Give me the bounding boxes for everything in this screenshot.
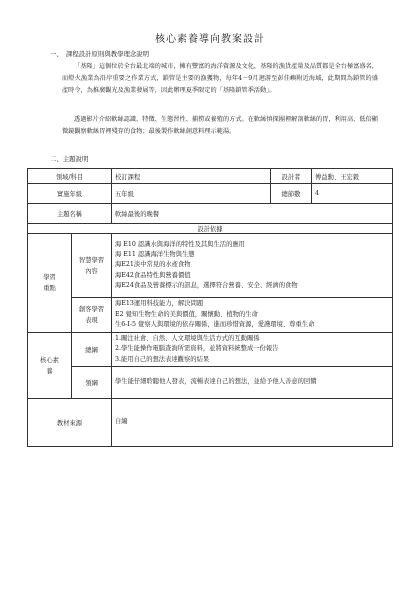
total-hours-label: 總節數 (271, 184, 312, 204)
section1-heading: 一、 課程設計原則與教學理念說明 (50, 50, 150, 58)
domain-guidelines-text: 學生能仔細聆聽他人發表，流暢表達自己的想法，並給予他人善意的回饋 (115, 378, 317, 386)
learning-performance-label-line2: 表現 (85, 317, 98, 324)
domain-label: 領域/科目 (28, 169, 112, 184)
domain-guidelines-cell (112, 367, 393, 399)
learning-content-line: 海 E11 認識海洋生物與生態 (115, 250, 195, 258)
section1-paragraph-1 (62, 61, 378, 115)
learning-performance-label (72, 298, 112, 333)
general-guidelines-label: 總綱 (72, 333, 112, 367)
core-competency-label-line2: 養 (46, 367, 53, 375)
grade-value: 五年級 (112, 184, 271, 204)
learning-content-label-line2: 內容 (85, 267, 98, 275)
section1-paragraph-2 (62, 114, 378, 144)
document-title: 核心素養導向教案設計 (155, 34, 265, 45)
learning-content-line: 海 E10 認識水與海洋的特性及其與生活的應用 (115, 240, 245, 248)
learning-performance-line: 海E13運用科技能力，解決問題 (115, 300, 204, 308)
learning-performance-label-line1: 創客學習 (78, 306, 105, 313)
section1-paragraph-2-text: 透過影片介紹軟絲認識、特徵、生態習性、捕撈或養殖的方式。在軟絲慎探團裡解剖軟絲的胃，利用高、低倍顯微鏡觀察軟絲胃裡殘存的食物；最後製作軟絲創意料理示範湯。 (62, 116, 378, 135)
general-guidelines-cell (112, 333, 393, 367)
theme-value: 軟絲最後的晚餐 (112, 204, 393, 224)
general-guidelines-line: 2.學生能操作電腦查詢所需資料，並將資料統整成一份報告 (115, 345, 279, 353)
design-basis-header: 設計依據 (28, 224, 393, 234)
learning-focus-label-line1: 學習 (43, 274, 56, 281)
domain-value: 校訂課程 (112, 169, 271, 184)
learning-focus-label-line2: 重點 (43, 285, 56, 292)
learning-performance-line: 生6-I-5 覺察人與環境的依存關係，進而珍惜資源，愛護環境、尊重生命 (115, 321, 315, 329)
learning-focus-label (28, 234, 72, 333)
core-competency-label-line1: 核心素 (40, 356, 59, 364)
learning-content-label-line1: 智慧學習 (78, 256, 105, 264)
material-source-label: 教材來源 (28, 399, 112, 447)
lesson-info-table (27, 168, 393, 447)
core-competency-label (28, 333, 72, 399)
learning-content-line: 海E42食品特性與營養價值 (115, 271, 191, 279)
learning-content-line: 海E21淡中常見的水產食物 (115, 261, 191, 269)
learning-content-line: 海E24食品及營養標示的訊息，選擇符合營養、安全、經濟的食物 (115, 282, 298, 290)
material-source-value (112, 399, 393, 447)
theme-label: 主題名稱 (28, 204, 112, 224)
learning-content-cell (112, 234, 393, 298)
learning-performance-line: E2 覺知生物生命的美與價值，關懷動、植物的生命 (115, 310, 258, 318)
section1-paragraph-1-text: 「基隆」這個位於全台最北端的城市，擁有豐富的海洋資源及文化，基隆的漁貨產量及品質都是全台極富盛名，而燈火漁業為沿岸重要之作業方式，鎖管是主要的漁獲物，每年4－9月迴游至彭佳嶼附近海域，此期間為鎖管的盛產時令，為推廣觀光及漁業發展等，因此辦理夏季限定的「基隆鎖管季活動」。 (62, 63, 378, 94)
learning-performance-cell (112, 298, 393, 333)
section2-heading: 二、主題說明 (50, 155, 89, 163)
general-guidelines-line: 3.能用自己的想法表達觀察的結果 (115, 355, 210, 363)
material-source-text: 自編 (115, 418, 128, 426)
domain-guidelines-label: 領綱 (72, 367, 112, 399)
general-guidelines-line: 1.關注社會、自然、人文環境與生活方式的互動關係 (115, 334, 260, 342)
learning-content-label (72, 234, 112, 298)
designer-value: 傅益勳、王宏毅 (312, 169, 393, 184)
designer-label: 設計者 (271, 169, 312, 184)
grade-label: 實施年級 (28, 184, 112, 204)
total-hours-value: 4 (312, 184, 393, 204)
